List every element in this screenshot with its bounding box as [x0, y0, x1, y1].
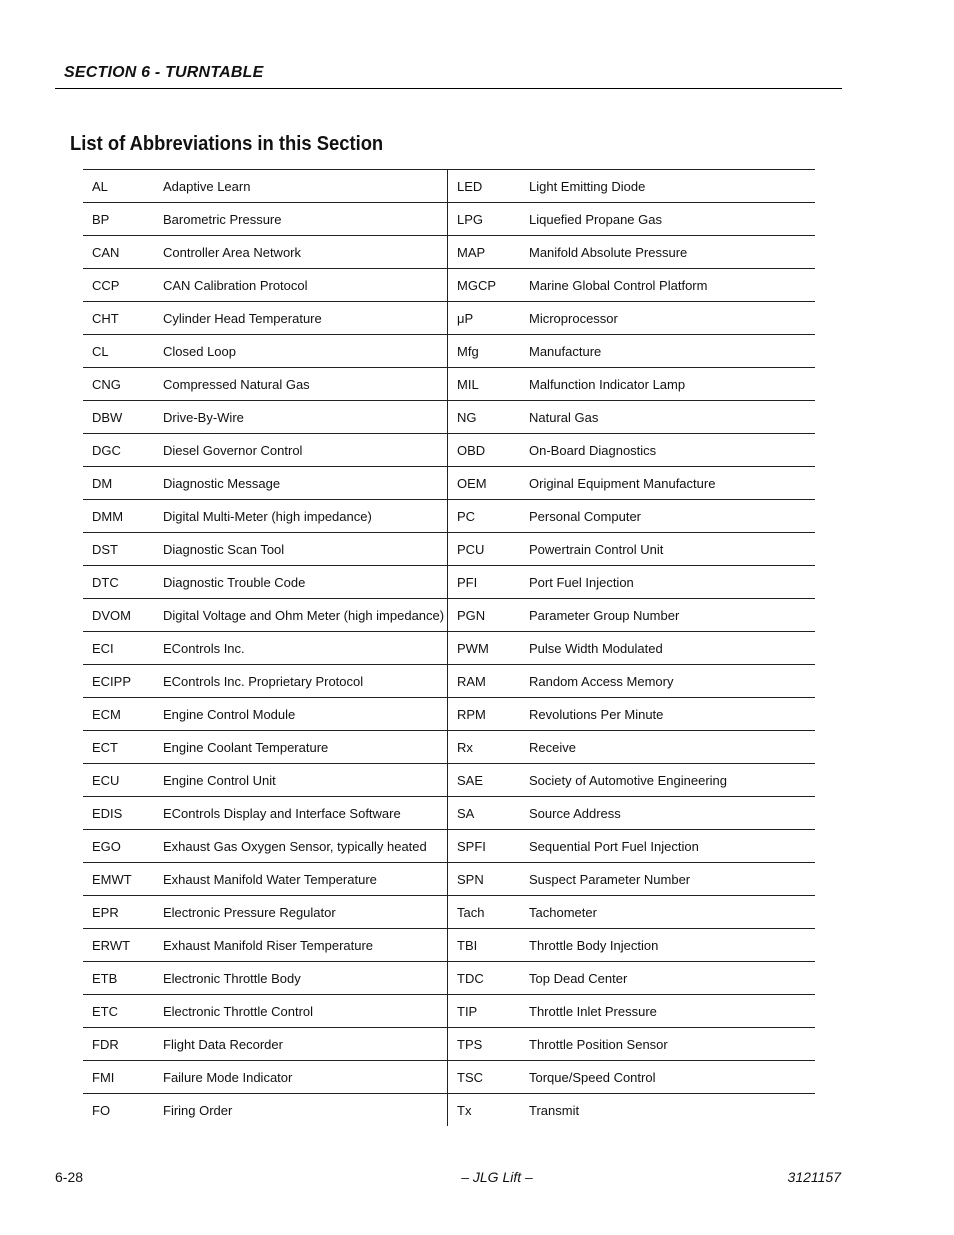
right-definition-cell: Manifold Absolute Pressure — [520, 236, 815, 269]
right-definition-cell: Pulse Width Modulated — [520, 632, 815, 665]
table-row — [83, 698, 815, 731]
left-definition-cell: Diagnostic Scan Tool — [154, 533, 448, 566]
right-definition-cell: Throttle Body Injection — [520, 929, 815, 962]
right-definition-cell: Sequential Port Fuel Injection — [520, 830, 815, 863]
left-definition-cell: Adaptive Learn — [154, 170, 448, 203]
left-definition-cell: CAN Calibration Protocol — [154, 269, 448, 302]
right-definition-cell: Transmit — [520, 1094, 815, 1127]
table-row — [83, 368, 815, 401]
left-abbreviation-cell: EGO — [83, 830, 154, 863]
page-number: 6-28 — [55, 1169, 84, 1185]
left-definition-cell: Controller Area Network — [154, 236, 448, 269]
left-definition-cell: Closed Loop — [154, 335, 448, 368]
table-row — [83, 764, 815, 797]
right-abbreviation-cell: OBD — [448, 434, 521, 467]
right-definition-cell: Parameter Group Number — [520, 599, 815, 632]
table-row — [83, 302, 815, 335]
table-row — [83, 599, 815, 632]
left-definition-cell: Engine Coolant Temperature — [154, 731, 448, 764]
table-row — [83, 335, 815, 368]
table-row — [83, 731, 815, 764]
table-row — [83, 434, 815, 467]
right-abbreviation-cell: NG — [448, 401, 521, 434]
footer-publisher: – JLG Lift – — [461, 1169, 533, 1185]
left-abbreviation-cell: ECM — [83, 698, 154, 731]
right-definition-cell: Throttle Position Sensor — [520, 1028, 815, 1061]
right-definition-cell: Throttle Inlet Pressure — [520, 995, 815, 1028]
header-divider — [55, 88, 842, 89]
right-abbreviation-cell: LPG — [448, 203, 521, 236]
table-row — [83, 929, 815, 962]
right-definition-cell: Powertrain Control Unit — [520, 533, 815, 566]
document-number: 3121157 — [787, 1169, 841, 1185]
right-abbreviation-cell: MAP — [448, 236, 521, 269]
table-row — [83, 863, 815, 896]
table-row — [83, 566, 815, 599]
right-definition-cell: Light Emitting Diode — [520, 170, 815, 203]
right-abbreviation-cell: SPFI — [448, 830, 521, 863]
right-abbreviation-cell: TIP — [448, 995, 521, 1028]
table-row — [83, 665, 815, 698]
right-definition-cell: Liquefied Propane Gas — [520, 203, 815, 236]
left-definition-cell: Drive-By-Wire — [154, 401, 448, 434]
left-definition-cell: Electronic Throttle Control — [154, 995, 448, 1028]
left-definition-cell: Exhaust Gas Oxygen Sensor, typically heated — [154, 830, 448, 863]
left-abbreviation-cell: ETB — [83, 962, 154, 995]
table-row — [83, 269, 815, 302]
left-abbreviation-cell: CL — [83, 335, 154, 368]
left-abbreviation-cell: FDR — [83, 1028, 154, 1061]
right-definition-cell: Microprocessor — [520, 302, 815, 335]
left-abbreviation-cell: CAN — [83, 236, 154, 269]
left-definition-cell: Exhaust Manifold Water Temperature — [154, 863, 448, 896]
table-row — [83, 401, 815, 434]
left-abbreviation-cell: DTC — [83, 566, 154, 599]
right-abbreviation-cell: PC — [448, 500, 521, 533]
right-abbreviation-cell: OEM — [448, 467, 521, 500]
left-definition-cell: Exhaust Manifold Riser Temperature — [154, 929, 448, 962]
right-abbreviation-cell: RAM — [448, 665, 521, 698]
right-abbreviation-cell: LED — [448, 170, 521, 203]
right-definition-cell: Port Fuel Injection — [520, 566, 815, 599]
left-definition-cell: Cylinder Head Temperature — [154, 302, 448, 335]
left-definition-cell: EControls Inc. — [154, 632, 448, 665]
left-definition-cell: Electronic Throttle Body — [154, 962, 448, 995]
right-abbreviation-cell: TSC — [448, 1061, 521, 1094]
right-abbreviation-cell: TBI — [448, 929, 521, 962]
page-title: List of Abbreviations in this Section — [70, 133, 384, 155]
right-definition-cell: Receive — [520, 731, 815, 764]
left-abbreviation-cell: DVOM — [83, 599, 154, 632]
left-abbreviation-cell: CHT — [83, 302, 154, 335]
left-definition-cell: Diagnostic Message — [154, 467, 448, 500]
table-row — [83, 533, 815, 566]
right-definition-cell: Top Dead Center — [520, 962, 815, 995]
left-definition-cell: Diagnostic Trouble Code — [154, 566, 448, 599]
right-definition-cell: On-Board Diagnostics — [520, 434, 815, 467]
left-definition-cell: Engine Control Module — [154, 698, 448, 731]
right-abbreviation-cell: SA — [448, 797, 521, 830]
left-abbreviation-cell: DBW — [83, 401, 154, 434]
left-definition-cell: Digital Multi-Meter (high impedance) — [154, 500, 448, 533]
left-definition-cell: EControls Inc. Proprietary Protocol — [154, 665, 448, 698]
right-definition-cell: Malfunction Indicator Lamp — [520, 368, 815, 401]
left-abbreviation-cell: DGC — [83, 434, 154, 467]
left-abbreviation-cell: EPR — [83, 896, 154, 929]
right-definition-cell: Original Equipment Manufacture — [520, 467, 815, 500]
left-abbreviation-cell: ECI — [83, 632, 154, 665]
left-definition-cell: Barometric Pressure — [154, 203, 448, 236]
right-abbreviation-cell: Tx — [448, 1094, 521, 1127]
right-definition-cell: Tachometer — [520, 896, 815, 929]
table-row — [83, 962, 815, 995]
left-abbreviation-cell: EMWT — [83, 863, 154, 896]
left-abbreviation-cell: DST — [83, 533, 154, 566]
left-abbreviation-cell: AL — [83, 170, 154, 203]
right-abbreviation-cell: Rx — [448, 731, 521, 764]
right-abbreviation-cell: TDC — [448, 962, 521, 995]
right-abbreviation-cell: SAE — [448, 764, 521, 797]
table-row — [83, 1028, 815, 1061]
left-abbreviation-cell: EDIS — [83, 797, 154, 830]
right-abbreviation-cell: PCU — [448, 533, 521, 566]
section-header: SECTION 6 - TURNTABLE — [64, 64, 264, 81]
right-definition-cell: Random Access Memory — [520, 665, 815, 698]
right-abbreviation-cell: μP — [448, 302, 521, 335]
right-abbreviation-cell: PFI — [448, 566, 521, 599]
left-abbreviation-cell: BP — [83, 203, 154, 236]
right-definition-cell: Society of Automotive Engineering — [520, 764, 815, 797]
left-abbreviation-cell: ECT — [83, 731, 154, 764]
left-abbreviation-cell: DMM — [83, 500, 154, 533]
left-abbreviation-cell: FMI — [83, 1061, 154, 1094]
left-abbreviation-cell: CNG — [83, 368, 154, 401]
right-definition-cell: Marine Global Control Platform — [520, 269, 815, 302]
table-row — [83, 1061, 815, 1094]
left-definition-cell: Engine Control Unit — [154, 764, 448, 797]
right-abbreviation-cell: SPN — [448, 863, 521, 896]
right-abbreviation-cell: MGCP — [448, 269, 521, 302]
right-definition-cell: Personal Computer — [520, 500, 815, 533]
right-abbreviation-cell: RPM — [448, 698, 521, 731]
right-definition-cell: Torque/Speed Control — [520, 1061, 815, 1094]
table-row — [83, 467, 815, 500]
right-definition-cell: Suspect Parameter Number — [520, 863, 815, 896]
table-row — [83, 500, 815, 533]
left-definition-cell: Flight Data Recorder — [154, 1028, 448, 1061]
right-definition-cell: Source Address — [520, 797, 815, 830]
left-abbreviation-cell: DM — [83, 467, 154, 500]
left-abbreviation-cell: ECU — [83, 764, 154, 797]
table-row — [83, 170, 815, 203]
left-definition-cell: Diesel Governor Control — [154, 434, 448, 467]
table-row — [83, 632, 815, 665]
right-definition-cell: Manufacture — [520, 335, 815, 368]
right-abbreviation-cell: TPS — [448, 1028, 521, 1061]
right-abbreviation-cell: MIL — [448, 368, 521, 401]
abbreviations-table — [83, 169, 815, 1126]
table-row — [83, 830, 815, 863]
left-definition-cell: Digital Voltage and Ohm Meter (high impedance) — [154, 599, 448, 632]
right-definition-cell: Revolutions Per Minute — [520, 698, 815, 731]
table-row — [83, 896, 815, 929]
left-definition-cell: EControls Display and Interface Software — [154, 797, 448, 830]
left-definition-cell: Firing Order — [154, 1094, 448, 1127]
table-row — [83, 203, 815, 236]
left-abbreviation-cell: ERWT — [83, 929, 154, 962]
left-definition-cell: Electronic Pressure Regulator — [154, 896, 448, 929]
right-definition-cell: Natural Gas — [520, 401, 815, 434]
table-row — [83, 995, 815, 1028]
left-abbreviation-cell: ECIPP — [83, 665, 154, 698]
table-row — [83, 236, 815, 269]
left-definition-cell: Compressed Natural Gas — [154, 368, 448, 401]
left-abbreviation-cell: ETC — [83, 995, 154, 1028]
left-abbreviation-cell: CCP — [83, 269, 154, 302]
right-abbreviation-cell: PGN — [448, 599, 521, 632]
table-row — [83, 797, 815, 830]
abbreviations-table-body — [83, 170, 815, 1127]
left-definition-cell: Failure Mode Indicator — [154, 1061, 448, 1094]
left-abbreviation-cell: FO — [83, 1094, 154, 1127]
right-abbreviation-cell: Tach — [448, 896, 521, 929]
table-row — [83, 1094, 815, 1127]
right-abbreviation-cell: Mfg — [448, 335, 521, 368]
right-abbreviation-cell: PWM — [448, 632, 521, 665]
